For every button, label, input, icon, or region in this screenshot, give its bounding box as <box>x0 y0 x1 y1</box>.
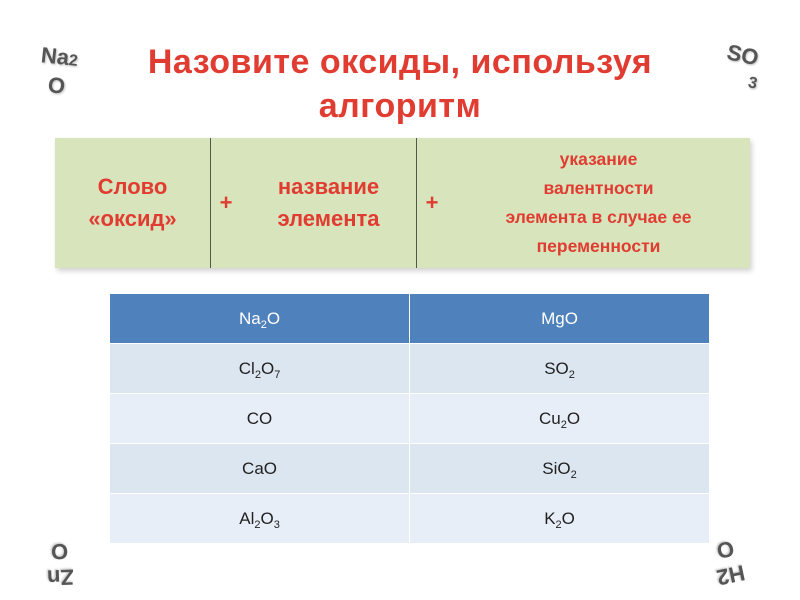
algo-text: элемента в случае ее <box>505 207 692 227</box>
table-row <box>110 394 710 444</box>
corner-formula-na2o <box>33 42 83 101</box>
formula-text: SiO <box>542 458 571 478</box>
algo-text: «оксид» <box>88 206 177 231</box>
table-cell <box>110 344 410 394</box>
slide-title <box>100 40 700 128</box>
corner-text: Na <box>39 42 71 71</box>
formula-subscript: 7 <box>274 368 281 381</box>
formula-subscript: 2 <box>254 368 261 381</box>
corner-text: O <box>46 72 67 99</box>
table-row <box>110 444 710 494</box>
plus-sign: + <box>425 190 439 215</box>
formula-subscript: 3 <box>273 518 280 531</box>
formula-text: Na <box>238 308 261 328</box>
table-cell <box>110 394 410 444</box>
formula-subscript: 2 <box>254 518 261 531</box>
algo-text: валентности <box>543 178 654 198</box>
formula-text: CO <box>246 408 273 428</box>
algo-valence <box>447 138 750 268</box>
algo-text: переменности <box>536 236 661 256</box>
table-row <box>110 344 710 394</box>
formula-text: Al <box>239 508 255 528</box>
title-line-2: алгоритм <box>318 87 482 125</box>
algo-text: указание <box>559 149 638 169</box>
algorithm-box <box>55 138 750 268</box>
algo-text: элемента <box>277 206 380 231</box>
formula-text: O <box>260 358 275 378</box>
divider <box>210 138 211 268</box>
algo-text: название <box>277 174 380 199</box>
oxides-table <box>110 294 710 543</box>
formula-text: MgO <box>541 308 578 328</box>
corner-formula-zno <box>37 537 83 591</box>
table-cell <box>410 494 710 544</box>
algo-word-oxide <box>55 138 210 268</box>
corner-subscript: 2 <box>67 52 79 70</box>
table-cell <box>110 444 410 494</box>
formula-text: O <box>561 508 575 528</box>
formula-subscript: 2 <box>560 418 567 431</box>
corner-text: Zn <box>46 564 75 591</box>
corner-text: H <box>726 560 748 588</box>
table-header-cell <box>110 294 410 344</box>
table-header-row <box>110 294 710 344</box>
corner-subscript: 3 <box>746 74 759 93</box>
corner-formula-so3 <box>713 38 767 98</box>
formula-text: Cl <box>238 358 255 378</box>
formula-text: K <box>544 508 556 528</box>
corner-subscript: 2 <box>714 563 732 591</box>
formula-text: CaO <box>242 458 278 478</box>
table-header-cell <box>410 294 710 344</box>
corner-text: O <box>50 538 69 565</box>
table-cell <box>410 394 710 444</box>
plus-sign: + <box>219 190 233 215</box>
formula-subscript: 2 <box>568 368 575 381</box>
corner-text: O <box>714 535 737 564</box>
algo-element-name <box>241 138 416 268</box>
table-row <box>110 494 710 544</box>
formula-subscript: 2 <box>260 318 267 331</box>
table-cell <box>110 494 410 544</box>
formula-text: O <box>266 308 281 328</box>
formula-subscript: 2 <box>570 468 577 481</box>
formula-subscript: 2 <box>555 518 562 531</box>
formula-text: Cu <box>538 408 561 428</box>
formula-text: O <box>566 408 581 428</box>
corner-text: SO <box>724 39 761 71</box>
formula-text: O <box>260 508 274 528</box>
formula-text: SO <box>544 358 569 378</box>
title-line-1: Назовите оксиды, используя <box>147 43 653 81</box>
divider <box>416 138 417 268</box>
table-cell <box>410 444 710 494</box>
table-cell <box>410 344 710 394</box>
algo-text: Слово <box>97 174 168 199</box>
